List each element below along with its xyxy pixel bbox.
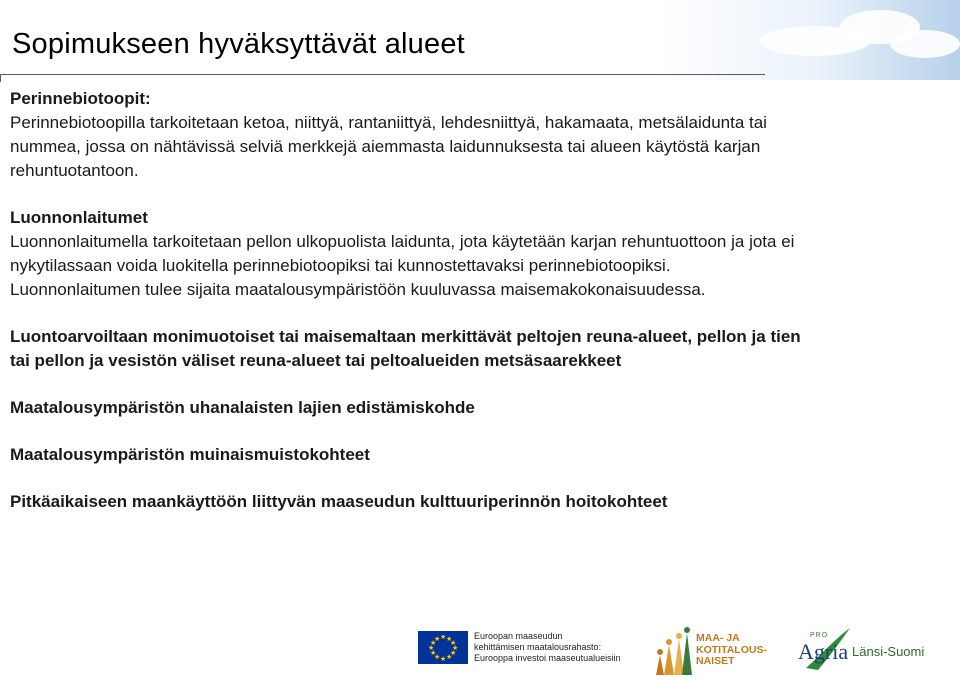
uhanalaiset-heading: Maatalousympäristön uhanalaisten lajien edistämiskohde [10,398,475,417]
perinnebiotoopit-text-line: nummea, jossa on nähtävissä selviä merkkejä aiemmasta laidunnuksesta tai alueen käytöstä karjan [10,137,761,156]
muinaismuisto-heading: Maatalousympäristön muinaismuistokohteet [10,445,370,464]
eu-funding-text [474,631,621,664]
eu-text-line: kehittämisen maatalousrahasto: [474,642,602,652]
perinnebiotoopit-text-line: rehuntuotantoon. [10,161,139,180]
eu-text-line: Euroopan maaseudun [474,631,563,641]
main-content [10,87,950,514]
footer-logos [418,622,960,680]
luonnonlaitumet-text-line: Luonnonlaitumella tarkoitetaan pellon ulkopuolista laidunta, jota käytetään karjan rehuntuottoon ja jota ei [10,232,795,251]
kulttuuriperinto-heading: Pitkäaikaiseen maankäyttöön liittyvän maaseudun kulttuuriperinnön hoitokohteet [10,492,668,511]
proagria-region: Länsi-Suomi [852,644,925,659]
luontoarvoiltaan-heading-line: Luontoarvoiltaan monimuotoiset tai maisemaltaan merkittävät peltojen reuna-alueet, pellon ja tien [10,327,801,346]
spacer [10,183,950,206]
spacer [10,373,950,396]
perinnebiotoopit-heading: Perinnebiotoopit: [10,89,151,108]
maaja-text-line: NAISET [696,655,735,667]
proagria-pro-label: PRO [810,632,829,639]
luonnonlaitumet-text-line: nykytilassaan voida luokitella perinnebiotoopiksi tai kunnostettavaksi perinnebiotoopiksi. [10,256,671,275]
proagria-name: Agria [798,639,849,664]
spacer [10,467,950,490]
eu-flag-icon: ★ ★ ★ ★ ★ ★ ★ ★ ★ ★ ★ ★ [418,631,468,664]
perinnebiotoopit-text-line: Perinnebiotoopilla tarkoitetaan ketoa, niittyä, rantaniittyä, lehdesniittyä, hakamaata, metsälaidunta tai [10,113,767,132]
luonnonlaitumet-heading: Luonnonlaitumet [10,208,148,227]
cloud-shape [890,30,960,58]
page-title: Sopimukseen hyväksyttävät alueet [12,28,465,60]
maaja-text-line: MAA- JA [696,632,740,644]
maa-ja-kotitalousnaiset-text [696,633,767,668]
cloud-shape [760,26,870,56]
spacer [10,420,950,443]
spacer [10,302,950,325]
maa-ja-kotitalousnaiset-logo-icon [652,625,694,677]
luontoarvoiltaan-heading-line: tai pellon ja vesistön väliset reuna-alueet tai peltoalueiden metsäsaarekkeet [10,351,622,370]
eu-text-line: Eurooppa investoi maaseutualueisiin [474,653,621,663]
luonnonlaitumet-text-line: Luonnonlaitumen tulee sijaita maatalousympäristöön kuuluvassa maisemakokonaisuudessa. [10,280,706,299]
sky-decoration [660,0,960,80]
title-divider [0,74,765,75]
maaja-text-line: KOTITALOUS- [696,643,767,656]
